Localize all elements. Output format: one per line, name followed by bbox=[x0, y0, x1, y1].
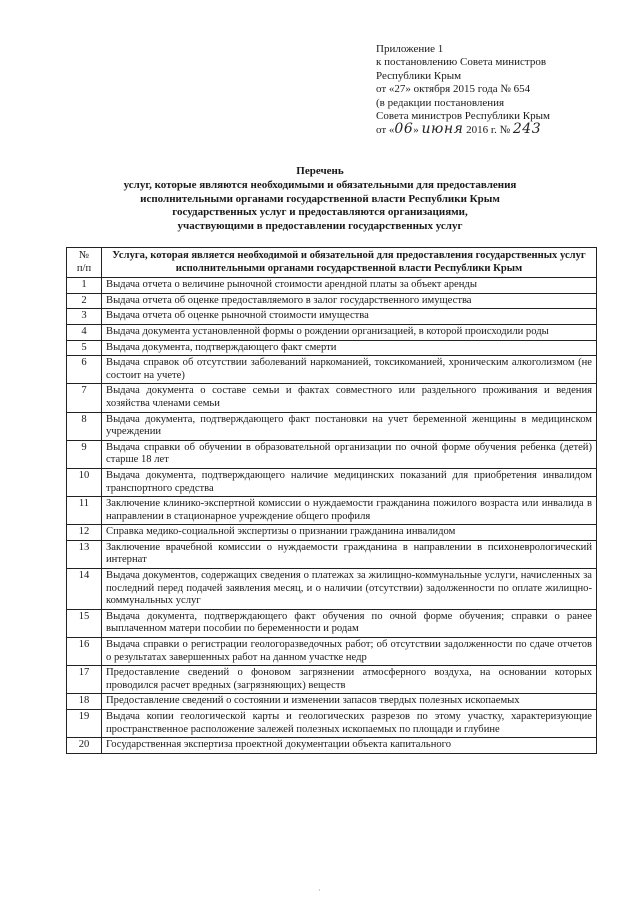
row-number: 5 bbox=[67, 340, 102, 356]
row-number: 20 bbox=[67, 738, 102, 754]
row-service-text: Выдача документов, содержащих сведения о платежах за жилищно-коммунальные услуги, начисленных за последний перед подачей заявления месяц, и о наличии (отсутствии) задолженности по оплате жилищно-коммунальных услуг bbox=[102, 569, 597, 610]
title-line: услуг, которые являются необходимыми и обязательными для предоставления bbox=[123, 178, 517, 191]
appendix-line: от «27» октября 2015 года № 654 bbox=[376, 83, 531, 96]
row-number: 7 bbox=[67, 384, 102, 412]
row-number: 8 bbox=[67, 412, 102, 440]
table-row bbox=[67, 738, 597, 754]
row-service-text: Заключение клинико-экспертной комиссии о нуждаемости гражданина пожилого возраста или инвалида в направлении в стационарное учреждение общего профиля bbox=[102, 497, 597, 525]
table-row bbox=[67, 540, 597, 568]
row-service-text: Выдача справок об отсутствии заболеваний наркоманией, токсикоманией, хроническим алкоголизмом (не состоит на учете) bbox=[102, 356, 597, 384]
row-service-text: Заключение врачебной комиссии о нуждаемости гражданина в направлении в психоневрологический интернат bbox=[102, 540, 597, 568]
row-service-text: Выдача документа о составе семьи и фактах совместного или раздельного проживания и ведения хозяйства членами семьи bbox=[102, 384, 597, 412]
date-mid: » bbox=[413, 124, 419, 137]
appendix-line: к постановлению Совета министров bbox=[376, 56, 547, 69]
table-header-row bbox=[67, 248, 597, 278]
table-row bbox=[67, 278, 597, 294]
row-number: 18 bbox=[67, 694, 102, 710]
row-service-text: Выдача документа установленной формы о рождении организацией, в которой происходили роды bbox=[102, 324, 597, 340]
table-row bbox=[67, 525, 597, 541]
row-number: 15 bbox=[67, 609, 102, 637]
table-row bbox=[67, 710, 597, 738]
row-service-text: Выдача отчета об оценке предоставляемого в залог государственного имущества bbox=[102, 293, 597, 309]
row-number: 16 bbox=[67, 638, 102, 666]
table-row bbox=[67, 309, 597, 325]
header-service: Услуга, которая является необходимой и обязательной для предоставления государственных услуг исполнительными органами государственной власти Республики Крым bbox=[102, 248, 597, 278]
table-row bbox=[67, 356, 597, 384]
table-row bbox=[67, 609, 597, 637]
handwritten-number: 243 bbox=[512, 121, 542, 138]
appendix-header bbox=[376, 43, 626, 138]
row-service-text: Выдача справки об обучении в образовательной организации по очной форме обучения ребенка (детей) старше 18 лет bbox=[102, 440, 597, 468]
table-row bbox=[67, 340, 597, 356]
handwritten-day: 06 bbox=[394, 121, 414, 138]
row-number: 13 bbox=[67, 540, 102, 568]
row-service-text: Выдача копии геологической карты и геологических разрезов по этому участку, характеризующие пространственное расположение залежей полезных ископаемых по площади и глубине bbox=[102, 710, 597, 738]
row-service-text: Справка медико-социальной экспертизы о признании гражданина инвалидом bbox=[102, 525, 597, 541]
table-row bbox=[67, 694, 597, 710]
amendment-date-line bbox=[376, 123, 626, 137]
title-line: Перечень bbox=[296, 165, 344, 177]
handwritten-month: июня bbox=[421, 121, 464, 138]
document-title bbox=[60, 165, 580, 234]
appendix-line: Республики Крым bbox=[376, 69, 462, 82]
table-row bbox=[67, 468, 597, 496]
row-service-text: Выдача документа, подтверждающего факт обучения по очной форме обучения; справки о ранее выплаченном матери пособии по беременности и родам bbox=[102, 609, 597, 637]
row-number: 3 bbox=[67, 309, 102, 325]
row-number: 19 bbox=[67, 710, 102, 738]
table-row bbox=[67, 569, 597, 610]
row-number: 1 bbox=[67, 278, 102, 294]
date-year: 2016 г. № bbox=[466, 124, 511, 137]
row-number: 14 bbox=[67, 569, 102, 610]
row-service-text: Выдача справки о регистрации геологоразведочных работ; об отсутствии задолженности по сдаче отчетов о результатах завершенных работ на данном участке недр bbox=[102, 638, 597, 666]
table-row bbox=[67, 412, 597, 440]
table-row bbox=[67, 324, 597, 340]
row-number: 4 bbox=[67, 324, 102, 340]
row-service-text: Выдача документа, подтверждающего факт постановки на учет беременной женщины в медицинском учреждении bbox=[102, 412, 597, 440]
title-line: участвующими в предоставлении государственных услуг bbox=[177, 220, 463, 233]
table-row bbox=[67, 666, 597, 694]
row-number: 12 bbox=[67, 525, 102, 541]
row-service-text: Выдача отчета об оценке рыночной стоимости имущества bbox=[102, 309, 597, 325]
services-table bbox=[66, 247, 597, 754]
row-service-text: Выдача отчета о величине рыночной стоимости арендной платы за объект аренды bbox=[102, 278, 597, 294]
header-num: № п/п bbox=[67, 248, 102, 278]
table-row bbox=[67, 384, 597, 412]
table-row bbox=[67, 293, 597, 309]
row-number: 2 bbox=[67, 293, 102, 309]
row-number: 9 bbox=[67, 440, 102, 468]
row-service-text: Предоставление сведений о фоновом загрязнении атмосферного воздуха, на основании которых проводился расчет вредных (загрязняющих) веществ bbox=[102, 666, 597, 694]
table-body bbox=[67, 278, 597, 754]
row-number: 17 bbox=[67, 666, 102, 694]
table-row bbox=[67, 497, 597, 525]
row-service-text: Выдача документа, подтверждающего наличие медицинских показаний для приобретения инвалидом транспортного средства bbox=[102, 468, 597, 496]
row-service-text: Предоставление сведений о состоянии и изменении запасов твердых полезных ископаемых bbox=[102, 694, 597, 710]
row-number: 11 bbox=[67, 497, 102, 525]
date-prefix: от « bbox=[376, 124, 395, 137]
title-line: исполнительными органами государственной власти Республики Крым bbox=[140, 192, 500, 205]
row-service-text: Выдача документа, подтверждающего факт смерти bbox=[102, 340, 597, 356]
table-row bbox=[67, 638, 597, 666]
appendix-line: Приложение 1 bbox=[376, 43, 444, 55]
scan-mark: · bbox=[318, 886, 321, 895]
row-service-text: Государственная экспертиза проектной документации объекта капитального bbox=[102, 738, 597, 754]
appendix-line: Совета министров Республики Крым bbox=[376, 110, 550, 123]
title-line: государственных услуг и предоставляются организациями, bbox=[172, 206, 468, 219]
row-number: 10 bbox=[67, 468, 102, 496]
row-number: 6 bbox=[67, 356, 102, 384]
table-row bbox=[67, 440, 597, 468]
appendix-line: (в редакции постановления bbox=[376, 96, 505, 109]
